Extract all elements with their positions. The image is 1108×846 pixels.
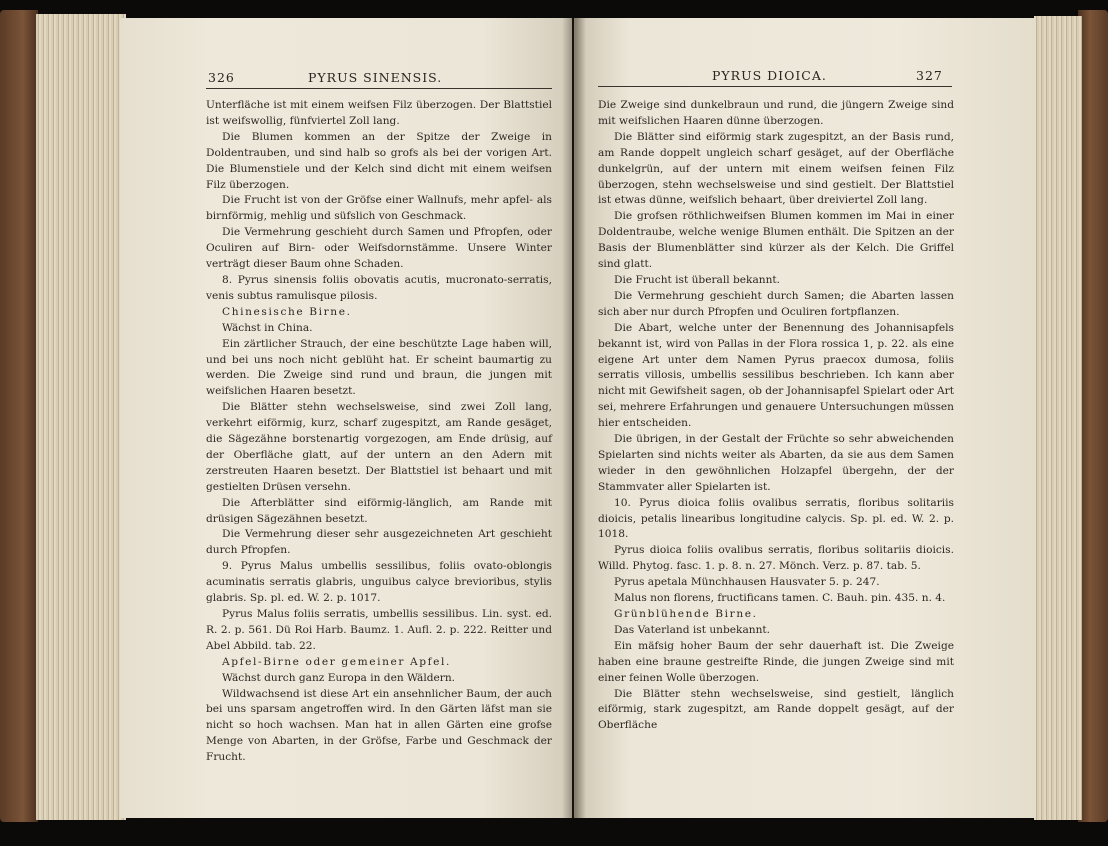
right-running-head: PYRUS DIOICA. (712, 68, 827, 83)
left-page-number: 326 (208, 70, 235, 85)
right-body-text (598, 98, 954, 734)
paragraph: Die übrigen, in der Gestalt der Früchte so sehr abweichenden Spielarten sind nichts weiter als Abarten, da sie aus dem Samen wieder in den gewöhnlichen Holzapfel übergehn, der der Stammvater aller Spielarten ist. (598, 433, 954, 493)
paragraph: Die Blätter stehn wechselsweise, sind gestielt, länglich eiförmig, stark zugespitzt, am Rande doppelt gesägt, auf der Oberfläche (598, 687, 954, 732)
paragraph: Die Vermehrung geschieht durch Samen und Pfropfen, oder Oculiren auf Birn- oder Weifsdornstämme. Unsere Winter verträgt dieser Baum ohne Schaden. (206, 226, 552, 271)
paragraph: Chinesische Birne. (222, 305, 352, 318)
paragraph: Ein zärtlicher Strauch, der eine beschützte Lage haben will, und bei uns noch nicht geblüht hat. Er scheint baumartig zu werden. Die Zweige sind rund und braun, die jungen mit weifslichen Haaren besetzt. (206, 337, 552, 398)
paragraph: Die Zweige sind dunkelbraun und rund, die jüngern Zweige sind mit weifslichen Haaren dünne überzogen. (598, 99, 954, 127)
paragraph: Das Vaterland ist unbekannt. (614, 623, 771, 636)
paragraph: Pyrus Malus foliis serratis, umbellis sessilibus. Lin. syst. ed. R. 2. p. 561. Dü Roi Harb. Baumz. 1. Aufl. 2. p. 222. Reitter und Abel Abbild. tab. 22. (206, 608, 552, 652)
right-page-number: 327 (916, 68, 943, 83)
page-edges-left (36, 14, 126, 820)
page-edges-right (1034, 16, 1082, 820)
paragraph: Die Blumen kommen an der Spitze der Zweige in Doldentrauben, und sind halb so grofs als bei der vorigen Art. Die Blumenstiele und der Kelch sind dicht mit einem weifsen Filz überzogen. (206, 130, 552, 191)
paragraph: Wildwachsend ist diese Art ein ansehnlicher Baum, der auch bei uns sparsam angetroffen wird. In den Gärten läfst man sie nicht so hoch wachsen. Man hat in allen Gärten eine grofse Menge von Abarten, in der Gröfse, Farbe und Geschmack der Frucht. (206, 687, 552, 764)
book-cover-left (0, 10, 38, 822)
paragraph: Die Frucht ist überall bekannt. (614, 273, 781, 286)
left-running-head: PYRUS SINENSIS. (308, 70, 443, 85)
paragraph: 8. Pyrus sinensis foliis obovatis acutis, mucronato-serratis, venis subtus ramulisque pilosis. (206, 273, 552, 302)
paragraph: Pyrus dioica foliis ovalibus serratis, floribus solitariis dioicis. Willd. Phytog. fasc. 1. p. 8. n. 27. Mönch. Verz. p. 87. tab. 5. (598, 544, 954, 573)
paragraph: Die Blätter stehn wechselsweise, sind zwei Zoll lang, verkehrt eiförmig, kurz, scharf zugespitzt, am Rande gesäget, die Sägezähne borstenartig vorgezogen, am Ende drüsig, auf der Oberfläche glatt, auf der untern an den Adern mit zerstreuten Haaren besetzt. Der Blattstiel ist behaart und mit gestielten Drüsen versehn. (206, 401, 552, 493)
paragraph: Pyrus apetala Münchhausen Hausvater 5. p. 247. (614, 576, 880, 589)
paragraph: Wächst durch ganz Europa in den Wäldern. (222, 671, 456, 684)
paragraph: 10. Pyrus dioica foliis ovalibus serratis, floribus solitariis dioicis, petalis linearibus longitudine calycis. Sp. pl. ed. W. 2. p. 1018. (598, 496, 954, 541)
paragraph: Die Vermehrung dieser sehr ausgezeichneten Art geschieht durch Pfropfen. (206, 528, 552, 557)
left-body-text (206, 98, 552, 766)
right-header-rule (598, 86, 952, 87)
book-gutter (562, 18, 586, 818)
book-cover-right (1078, 10, 1108, 822)
paragraph: Apfel-Birne oder gemeiner Apfel. (222, 655, 452, 668)
paragraph: Die Blätter sind eiförmig stark zugespitzt, an der Basis rund, am Rande doppelt ungleich scharf gesäget, auf der Oberfläche dunkelgrün, auf der untern mit einem weifsen feinen Filz überzogen, stehn wechselsweise und sind gestielt. Der Blattstiel ist etwas dünne, weifslich behaart, über dreiviertel Zoll lang. (598, 130, 954, 207)
paragraph: Die Frucht ist von der Gröfse einer Wallnufs, mehr apfel- als birnförmig, mehlig und süfslich von Geschmack. (206, 194, 552, 223)
paragraph: Grünblühende Birne. (614, 608, 758, 620)
paragraph: Malus non florens, fructificans tamen. C. Bauh. pin. 435. n. 4. (614, 592, 946, 605)
paragraph: Wächst in China. (222, 321, 313, 334)
paragraph: Die Afterblätter sind eiförmig-länglich, am Rande mit drüsigen Sägezähnen besetzt. (206, 496, 552, 525)
right-page (574, 18, 1036, 818)
paragraph: Ein mäfsig hoher Baum der sehr dauerhaft ist. Die Zweige haben eine braune gestreifte Rinde, die jungen Zweige sind mit einer feinen Wolle überzogen. (598, 639, 954, 684)
paragraph: Die grofsen röthlichweifsen Blumen kommen im Mai in einer Doldentraube, welche wenige Blumen enthält. Die Spitzen an der Basis der Blumenblätter sind kürzer als der Kelch. Die Griffel sind glatt. (598, 210, 954, 271)
paragraph: Die Abart, welche unter der Benennung des Johannisapfels bekannt ist, wird von Pallas in der Flora rossica 1, p. 22. als eine eigene Art unter dem Namen Pyrus praecox dumosa, foliis serratis villosis, umbellis sessilibus beschrieben. Ich kann aber nicht mit Gewifsheit sagen, ob der Johannisapfel Spielart oder Art sei, mehrere Erfahrungen und genauere Untersuchungen müssen hier entscheiden. (598, 321, 954, 430)
paragraph: Die Vermehrung geschieht durch Samen; die Abarten lassen sich aber nur durch Pfropfen und Oculiren fortpflanzen. (598, 289, 954, 318)
paragraph: 9. Pyrus Malus umbellis sessilibus, foliis ovato-oblongis acuminatis serratis glabris, unguibus calyce brevioribus, stylis glabris. Sp. pl. ed. W. 2. p. 1017. (206, 560, 552, 605)
left-page (120, 18, 572, 818)
left-header-rule (206, 88, 552, 89)
paragraph: Unterfläche ist mit einem weifsen Filz überzogen. Der Blattstiel ist weifswollig, fünfviertel Zoll lang. (206, 99, 552, 127)
